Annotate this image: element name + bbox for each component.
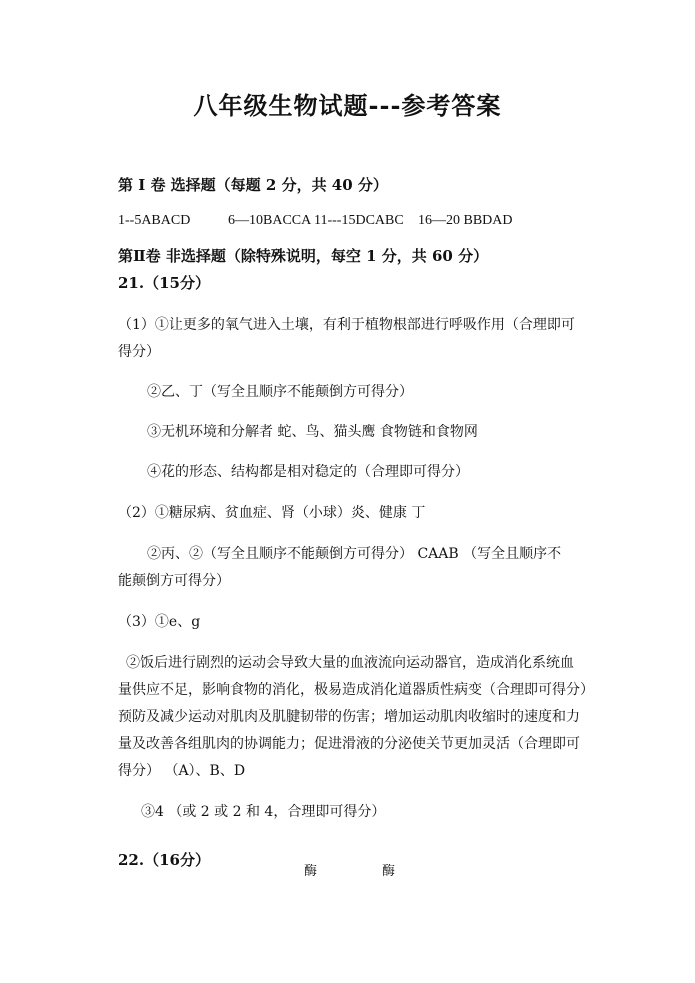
answer-line: 量供应不足，影响食物的消化，极易造成消化道器质性病变（合理即可得分） [118, 682, 594, 698]
section2-heading: 第Ⅱ卷 非选择题（除特殊说明，每空 1 分，共 60 分） [118, 247, 489, 265]
q22-heading: 22.（16分） [118, 851, 210, 869]
answer-line: ③4 （或 2 或 2 和 4，合理即可得分） [141, 804, 386, 820]
answer-line: （2）①糖尿病、贫血症、肾（小球）炎、健康 丁 [118, 505, 426, 521]
answer-line: 量及改善各组肌肉的协调能力；促进滑液的分泌使关节更加灵活（合理即可 [118, 736, 580, 752]
answer-line: 能颠倒方可得分） [118, 573, 230, 589]
answer-line: ③无机环境和分解者 蛇、鸟、猫头鹰 食物链和食物网 [147, 424, 478, 440]
answer-line: （1）①让更多的氧气进入土壤，有利于植物根部进行呼吸作用（合理即可 [118, 317, 575, 333]
answer-line: ②乙、丁（写全且顺序不能颠倒方可得分） [147, 384, 413, 400]
answer-line: 得分） [118, 344, 160, 360]
section1-heading: 第 I 卷 选择题（每题 2 分，共 40 分） [118, 176, 388, 194]
answer-line: 得分） （A）、B、D [118, 763, 246, 779]
q21-heading: 21.（15分） [118, 274, 210, 292]
answer-line: 预防及减少运动对肌肉及肌腱韧带的伤害；增加运动肌肉收缩时的速度和力 [118, 709, 580, 725]
choice-answer-1-5: 1--5ABACD [118, 213, 191, 228]
enzyme-mark: 酶 [304, 864, 318, 879]
page-title: 八年级生物试题---参考答案 [193, 91, 502, 120]
choice-answer-16-20: 16—20 BBDAD [418, 213, 513, 228]
answer-line: ④花的形态、结构都是相对稳定的（合理即可得分） [147, 464, 469, 480]
answer-line: ②饭后进行剧烈的运动会导致大量的血液流向运动器官，造成消化系统血 [126, 655, 574, 671]
choice-answer-11-15: 11---15DCABC [314, 213, 404, 228]
enzyme-mark: 酶 [382, 864, 396, 879]
answer-line: ②丙、②（写全且顺序不能颠倒方可得分） CAAB （写全且顺序不 [147, 546, 562, 562]
choice-answer-6-10: 6—10BACCA [228, 213, 312, 228]
answer-line: （3）①e、g [118, 614, 201, 630]
